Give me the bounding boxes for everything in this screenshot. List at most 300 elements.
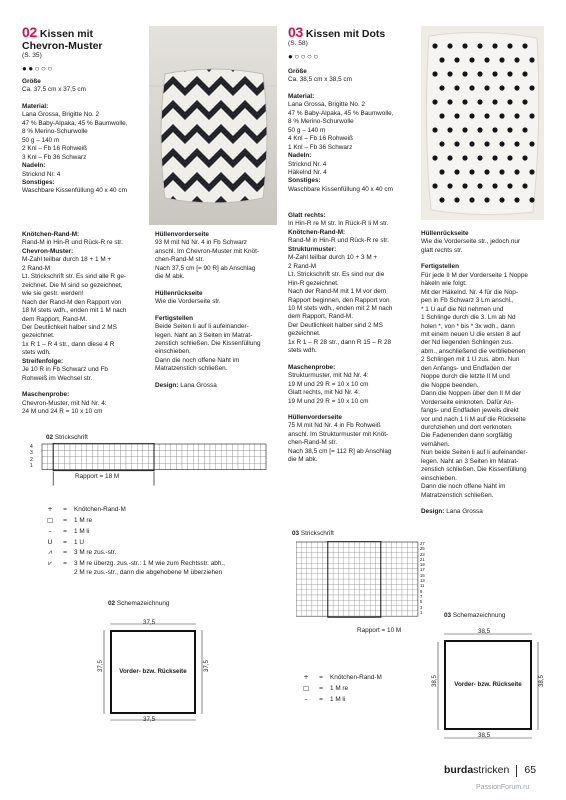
chart-row-number: 19 — [420, 562, 425, 568]
chart-cell — [370, 563, 375, 568]
chart-cell — [296, 584, 301, 589]
chart-cell — [333, 600, 338, 605]
chart-cell — [391, 542, 396, 547]
chart-cell — [338, 553, 343, 558]
chart-cell — [312, 595, 317, 600]
chart-cell — [301, 542, 306, 547]
chart-cell — [307, 547, 312, 552]
chart-cell — [354, 547, 359, 552]
chart-cell — [391, 547, 396, 552]
chart-cell — [296, 558, 301, 563]
pillow-dot — [484, 141, 489, 146]
chart-cell — [349, 547, 354, 552]
schema-03-dim-top: 38,5 — [478, 628, 491, 635]
chart-cell — [255, 463, 261, 469]
chart-cell — [238, 463, 244, 469]
schema-02-dim-bottom: 37,5 — [143, 716, 156, 723]
chart-cell — [413, 542, 418, 547]
knitting-chart-03 — [296, 541, 418, 617]
chart-cell — [307, 595, 312, 600]
chart-cell — [76, 444, 82, 450]
pillow-dot — [507, 183, 512, 188]
chart-cell — [312, 542, 317, 547]
section-heading: Nadeln: — [22, 162, 46, 170]
chart-cell — [328, 553, 333, 558]
design-label: Design: — [421, 508, 445, 516]
pillow-dot — [507, 127, 512, 132]
chart-cell — [338, 574, 343, 579]
chart-row-number: 1 — [420, 609, 423, 615]
chart-cell — [204, 463, 210, 469]
chart-cell — [360, 606, 365, 611]
chart-cell — [204, 450, 210, 456]
chart-cell — [132, 444, 138, 450]
chart-cell — [323, 547, 328, 552]
chart-cell — [333, 553, 338, 558]
chart-cell — [81, 457, 87, 463]
chart-cell — [344, 611, 349, 616]
chart-cell — [188, 463, 194, 469]
chart-cell — [413, 569, 418, 574]
pillow-dot — [499, 113, 504, 118]
schema-02-dim-right: 37,5 — [203, 660, 210, 673]
chart-cell — [413, 606, 418, 611]
chart-cell — [160, 450, 166, 456]
legend-item: ⩗ = 3 M re überzg. zus.-str.: 1 M wie zum Rechtsstr. abh., 2 M re zus.-str., dann die abgehobene M überziehen — [48, 559, 225, 576]
chart-cell — [344, 574, 349, 579]
pillow-dot — [484, 85, 489, 90]
chart-cell — [344, 542, 349, 547]
schema-02-dim-left: 37,5 — [97, 660, 104, 673]
chart-row-number: 9 — [420, 588, 423, 594]
chart-cell — [115, 450, 121, 456]
chart-cell — [137, 457, 143, 463]
page-number: 65 — [524, 764, 537, 776]
pillow-dot — [507, 99, 512, 104]
difficulty-rating: ●○○○○ — [288, 51, 320, 61]
pillow-dot — [522, 71, 527, 76]
schema-03-piece: Vorder- bzw. Rückseite — [444, 640, 532, 730]
chart-cell — [360, 558, 365, 563]
chart-cell — [376, 542, 381, 547]
legend-item: U = 1 U — [47, 537, 84, 546]
chart-cell — [210, 450, 216, 456]
chart-cell — [176, 463, 182, 469]
chart-cell — [171, 444, 177, 450]
chart-cell — [391, 579, 396, 584]
chart-cell — [328, 542, 333, 547]
chart-cell — [386, 606, 391, 611]
chart-cell — [312, 611, 317, 616]
chart-cell — [216, 444, 222, 450]
chart-cell — [312, 606, 317, 611]
chart-cell — [182, 457, 188, 463]
chart-cell — [232, 463, 238, 469]
chart-row-number: 7 — [420, 593, 423, 599]
front-text: 75 M mit Nd Nr. 4 in Fb Rohweiß anschl. Im Strukturmuster mit Knöt- chen-Rand-M str. Nach 38,5 cm [= 112 R] ab Anschlag die M abk. — [288, 422, 392, 464]
schema-02-dim-top: 37,5 — [143, 619, 156, 626]
pillow-dot — [492, 127, 497, 132]
chart-cell — [87, 457, 93, 463]
section-heading: Sonstiges: — [288, 177, 321, 185]
chart-cell — [323, 569, 328, 574]
chart-cell — [381, 584, 386, 589]
pillow-dot — [469, 169, 474, 174]
pillow-dot — [462, 183, 467, 188]
schema-03-dim-left: 38,5 — [431, 675, 438, 688]
chart-cell — [132, 450, 138, 456]
chart-cell — [338, 590, 343, 595]
pillow-dot — [499, 197, 504, 202]
chart-cell — [317, 606, 322, 611]
chart-cell — [381, 569, 386, 574]
chart-cell — [307, 558, 312, 563]
pillow-dot — [522, 99, 527, 104]
chart-cell — [126, 463, 132, 469]
chart-cell — [317, 569, 322, 574]
pillow-dot — [514, 57, 519, 62]
chart-cell — [317, 574, 322, 579]
chart-cell — [98, 444, 104, 450]
chart-cell — [317, 563, 322, 568]
chart-cell — [386, 547, 391, 552]
chart-cell — [296, 563, 301, 568]
legend-02 — [44, 505, 274, 579]
chart-cell — [370, 542, 375, 547]
chart-cell — [333, 579, 338, 584]
chart-cell — [249, 463, 255, 469]
chart-cell — [301, 569, 306, 574]
chart-cell — [296, 606, 301, 611]
chart-cell — [98, 463, 104, 469]
front-text: 93 M mit Nd Nr. 4 in Fb Schwarz anschl. Im Chevron-Muster mit Knöt- chen-Rand-M str. Nach 37,5 cm [= 90 R] ab Anschlag die M abk. — [155, 239, 260, 281]
chart-cell — [296, 590, 301, 595]
chart-cell — [402, 600, 407, 605]
chart-02-row-numbers: 4 3 2 1 — [30, 444, 33, 470]
section-heading: Chevron-Muster: — [22, 247, 74, 255]
chart-cell — [360, 584, 365, 589]
chart-cell — [413, 574, 418, 579]
schema-02-piece: Vorder- bzw. Rückseite — [110, 630, 196, 714]
chart-cell — [216, 457, 222, 463]
chart-cell — [402, 547, 407, 552]
pillow-dot — [484, 169, 489, 174]
pillow-dot — [432, 183, 437, 188]
chart-cell — [307, 606, 312, 611]
chart-cell — [160, 463, 166, 469]
chart-cell — [344, 595, 349, 600]
chart-cell — [199, 463, 205, 469]
chart-cell — [98, 457, 104, 463]
chart-cell — [323, 542, 328, 547]
chart-cell — [402, 558, 407, 563]
chart-cell — [397, 569, 402, 574]
chart-cell — [365, 558, 370, 563]
chart-cell — [328, 558, 333, 563]
chart-cell — [376, 579, 381, 584]
chart-cell — [360, 569, 365, 574]
pillow-dot — [469, 57, 474, 62]
difficulty-rating: ●●○○○ — [22, 63, 54, 73]
chart-cell — [244, 444, 250, 450]
chart-cell — [255, 457, 261, 463]
chart-cell — [296, 553, 301, 558]
chart-cell — [397, 558, 402, 563]
chevron-pillow-photo — [149, 26, 277, 225]
chart-cell — [354, 595, 359, 600]
chart-cell — [402, 553, 407, 558]
chart-cell — [104, 463, 110, 469]
pillow-dot — [484, 113, 489, 118]
chart-cell — [354, 563, 359, 568]
chart-cell — [338, 606, 343, 611]
chart-cell — [312, 547, 317, 552]
chart-cell — [296, 579, 301, 584]
chart-cell — [349, 569, 354, 574]
chart-cell — [413, 553, 418, 558]
section-heading: Hüllenvorderseite — [155, 231, 209, 238]
page-reference: (S. 58) — [288, 40, 308, 48]
pillow-dot — [469, 85, 474, 90]
chart-cell — [81, 444, 87, 450]
section-heading: Knötchen-Rand-M: — [22, 231, 80, 238]
chart-cell — [165, 450, 171, 456]
chart-cell — [64, 450, 70, 456]
back-text: Wie die Vorderseite str., jedoch nur glatt rechts str. — [421, 238, 521, 254]
chart-cell — [59, 463, 65, 469]
pillow-dot — [432, 99, 437, 104]
pattern-03-instructions-a — [288, 212, 416, 465]
chart-cell — [333, 584, 338, 589]
pillow-dot — [462, 155, 467, 160]
chart-cell — [171, 463, 177, 469]
chart-cell — [227, 444, 233, 450]
chart-cell — [328, 574, 333, 579]
pillow-dot — [529, 141, 534, 146]
chart-cell — [370, 569, 375, 574]
chart-cell — [137, 444, 143, 450]
struktur-text: M-Zahl teilbar durch 10 + 3 M + 2 Rand-M Lt. Strickschrift str. Es sind nur die Hin-R gezeichnet. Nach der Rand-M mit 1 M vor dem Rapport beginnen, den Rapport von 10 M stets wdh., enden mit 2 M nach dem Rapport, Rand-M. Der Deutlichkeit halber sind 2 MS gezeichnet. 1x R 1 – R 28 str., dann R 15 – R 28 stets wdh. — [288, 254, 393, 355]
chart-cell — [381, 553, 386, 558]
chart-cell — [87, 463, 93, 469]
chart-cell — [221, 463, 227, 469]
chart-cell — [391, 553, 396, 558]
chart-cell — [381, 547, 386, 552]
chart-cell — [260, 450, 266, 456]
chart-cell — [386, 579, 391, 584]
pillow-dot — [462, 43, 467, 48]
pillow-dot — [477, 71, 482, 76]
chart-cell — [64, 457, 70, 463]
chart-cell — [407, 574, 412, 579]
chart-cell — [381, 579, 386, 584]
chart-cell — [176, 450, 182, 456]
chart-cell — [413, 611, 418, 616]
chart-cell — [323, 611, 328, 616]
chart-cell — [317, 558, 322, 563]
chart-cell — [87, 450, 93, 456]
chart-cell — [386, 611, 391, 616]
chart-cell — [115, 444, 121, 450]
chart-cell — [402, 574, 407, 579]
chart-cell — [397, 600, 402, 605]
chart-cell — [354, 611, 359, 616]
legend-item: – = 1 M li — [304, 694, 346, 703]
chart-cell — [238, 444, 244, 450]
chart-cell — [349, 553, 354, 558]
chart-row-number: 27 — [420, 541, 425, 546]
chart-cell — [386, 590, 391, 595]
legend-item: □ = 1 M re — [46, 515, 93, 524]
chart-cell — [255, 444, 261, 450]
pillow-dot — [477, 99, 482, 104]
chart-cell — [317, 584, 322, 589]
section-heading: Strukturmuster: — [288, 245, 337, 253]
pillow-dot — [477, 127, 482, 132]
chart-cell — [323, 600, 328, 605]
chart-cell — [249, 444, 255, 450]
chart-cell — [307, 574, 312, 579]
chart-cell — [307, 563, 312, 568]
pillow-dot — [462, 127, 467, 132]
chart-cell — [360, 595, 365, 600]
pillow-dot — [477, 43, 482, 48]
chart-cell — [48, 463, 54, 469]
chart-03-row-numbers — [420, 541, 432, 615]
chart-cell — [402, 584, 407, 589]
chart-cell — [376, 563, 381, 568]
chart-cell — [397, 584, 402, 589]
chart-cell — [328, 584, 333, 589]
pattern-number: 02 — [22, 24, 37, 40]
chart-cell — [92, 444, 98, 450]
pattern-title-line2: Chevron-Muster — [22, 40, 103, 53]
pillow-dot — [514, 85, 519, 90]
chart-cell — [370, 547, 375, 552]
section-heading: Hüllenvorderseite — [288, 413, 342, 421]
schema-02-label: 02 Schemazeichnung — [108, 600, 170, 607]
chart-cell — [381, 606, 386, 611]
chart-cell — [104, 457, 110, 463]
chart-cell — [397, 574, 402, 579]
chart-cell — [386, 600, 391, 605]
pillow-dot — [507, 155, 512, 160]
chart-cell — [397, 579, 402, 584]
chart-cell — [381, 558, 386, 563]
chart-cell — [193, 457, 199, 463]
chart-cell — [312, 574, 317, 579]
chart-cell — [42, 444, 48, 450]
chart-cell — [301, 611, 306, 616]
chart-cell — [312, 600, 317, 605]
pillow-dot — [439, 85, 444, 90]
chart-cell — [360, 600, 365, 605]
chart-cell — [204, 457, 210, 463]
chart-cell — [70, 444, 76, 450]
chart-cell — [312, 553, 317, 558]
section-heading: Streifenfolge: — [22, 357, 64, 365]
other-text: Waschbare Kissenfüllung 40 x 40 cm — [288, 185, 393, 193]
magazine-brand: burdastricken — [444, 764, 510, 776]
chart-cell — [132, 463, 138, 469]
chart-cell — [381, 600, 386, 605]
chart-cell — [301, 563, 306, 568]
chart-cell — [338, 569, 343, 574]
chart-cell — [328, 590, 333, 595]
chart-cell — [104, 444, 110, 450]
chart-cell — [323, 606, 328, 611]
chart-cell — [70, 463, 76, 469]
chart-cell — [407, 584, 412, 589]
chart-cell — [176, 457, 182, 463]
chart-cell — [370, 574, 375, 579]
chart-cell — [109, 450, 115, 456]
chart-cell — [328, 563, 333, 568]
chart-cell — [301, 558, 306, 563]
chart-cell — [376, 569, 381, 574]
chart-cell — [317, 611, 322, 616]
chart-cell — [296, 574, 301, 579]
section-heading: Maschenprobe: — [288, 363, 336, 371]
watermark: PassionForum.ru — [476, 784, 530, 791]
chart-cell — [349, 611, 354, 616]
chart-cell — [370, 611, 375, 616]
chart-cell — [402, 563, 407, 568]
chart-cell — [376, 553, 381, 558]
chart-cell — [148, 457, 154, 463]
chart-cell — [216, 463, 222, 469]
chart-cell — [328, 569, 333, 574]
chart-cell — [333, 574, 338, 579]
chart-cell — [391, 563, 396, 568]
size-text: Ca. 37,5 cm x 37,5 cm — [22, 86, 86, 94]
chart-cell — [391, 590, 396, 595]
chart-cell — [402, 569, 407, 574]
pillow-dot — [469, 141, 474, 146]
chart-cell — [307, 553, 312, 558]
pillow-dot — [439, 113, 444, 118]
chart-cell — [126, 450, 132, 456]
chart-cell — [360, 579, 365, 584]
chart-cell — [120, 444, 126, 450]
chart-cell — [381, 542, 386, 547]
section-heading: Material: — [22, 102, 49, 110]
chart-cell — [354, 569, 359, 574]
chart-cell — [232, 450, 238, 456]
pattern-02-header — [22, 24, 162, 73]
pillow-dot — [492, 99, 497, 104]
chart-cell — [407, 569, 412, 574]
pattern-03-instructions-b — [421, 230, 549, 517]
section-heading: Material: — [288, 92, 315, 100]
chart-cell — [64, 463, 70, 469]
pattern-title-line1: Kissen mit — [39, 28, 94, 40]
chart-cell — [317, 542, 322, 547]
material-text: Lana Grossa, Brigitte No. 2 47 % Baby-Alpaka, 45 % Baumwolle, 8 % Merino-Schurwolle 50 g – 140 m 4 Knl – Fb 16 Rohweiß 1 Knl – Fb 36 Schwarz — [288, 101, 394, 151]
pillow-dot — [439, 169, 444, 174]
chart-cell — [81, 463, 87, 469]
chart-cell — [182, 444, 188, 450]
chart-cell — [386, 542, 391, 547]
chart-cell — [354, 553, 359, 558]
chart-cell — [344, 600, 349, 605]
chart-03-label: 03 Strickschrift — [292, 530, 334, 537]
chart-cell — [344, 569, 349, 574]
chart-cell — [391, 606, 396, 611]
chart-cell — [132, 457, 138, 463]
chart-cell — [171, 457, 177, 463]
chart-cell — [323, 574, 328, 579]
